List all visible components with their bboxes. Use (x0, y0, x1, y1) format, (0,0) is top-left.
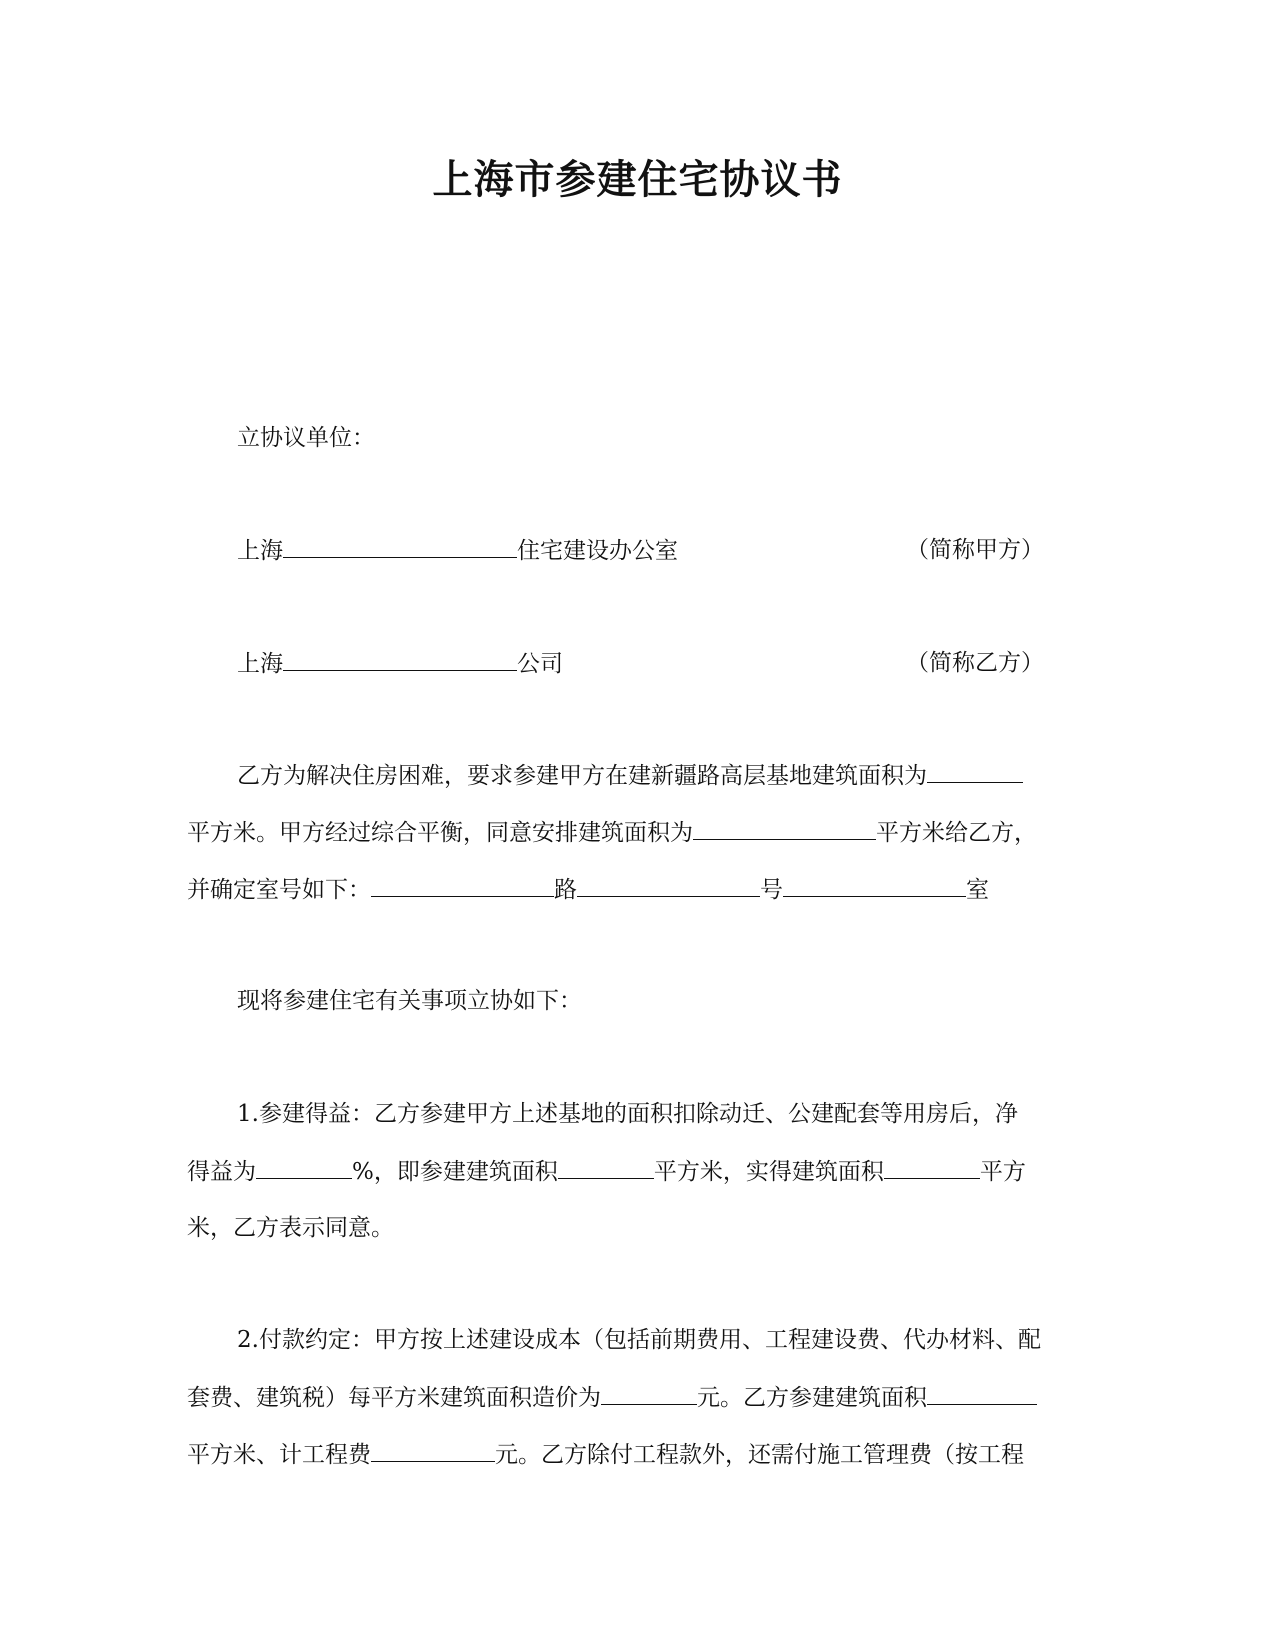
intro-text-3d: 室 (966, 877, 989, 903)
engineering-fee-blank[interactable] (371, 1439, 495, 1462)
clause1-text-2d: 平方 (979, 1159, 1026, 1185)
clause2-text-3a: 平方米、计工程费 (187, 1442, 371, 1468)
party-b-prefix: 上海 (237, 651, 283, 677)
intro-text-1: 乙方为解决住房困难，要求参建甲方在建新疆路高层基地建筑面积为 (237, 763, 927, 789)
clause1-text-2c: 平方米，实得建筑面积 (653, 1159, 884, 1185)
clause1-line-3: 米，乙方表示同意。 (187, 1215, 394, 1241)
clause1-text-2a: 得益为 (187, 1159, 256, 1185)
allocated-area-blank[interactable] (693, 817, 876, 840)
intro-text-3c: 号 (760, 877, 783, 903)
party-a-name-blank[interactable] (283, 535, 517, 558)
intro-text-2b: 平方米给乙方， (876, 820, 1037, 846)
total-area-blank[interactable] (927, 760, 1023, 783)
intro-line-1 (237, 760, 1023, 791)
clause2-line-2 (187, 1382, 1037, 1413)
net-benefit-percent-blank[interactable] (256, 1156, 352, 1179)
clause2-area-blank[interactable] (927, 1382, 1037, 1405)
intro-text-3a: 并确定室号如下： (187, 877, 371, 903)
document-title: 上海市参建住宅协议书 (432, 157, 843, 203)
party-b-alias: （简称乙方） (906, 650, 1044, 676)
party-a-suffix: 住宅建设办公室 (517, 538, 678, 564)
clause1-line-1: 1.参建得益：乙方参建甲方上述基地的面积扣除动迁、公建配套等用房后，净 (237, 1101, 1018, 1127)
party-a-line (237, 535, 678, 566)
clause1-text-2b: %，即参建建筑面积 (352, 1159, 558, 1185)
intro-line-2 (187, 817, 1037, 848)
participating-area-blank[interactable] (558, 1156, 654, 1179)
lead-text: 现将参建住宅有关事项立协如下： (237, 988, 582, 1014)
intro-text-3b: 路 (554, 877, 577, 903)
clause2-text-2b: 元。乙方参建建筑面积 (697, 1385, 927, 1411)
room-blank[interactable] (783, 874, 966, 897)
party-a-alias: （简称甲方） (906, 537, 1044, 563)
party-b-line (237, 648, 563, 679)
actual-area-blank[interactable] (884, 1156, 980, 1179)
clause2-text-3b: 元。乙方除付工程款外，还需付施工管理费（按工程 (495, 1442, 1024, 1468)
clause2-line-3 (187, 1439, 1024, 1470)
party-b-suffix: 公司 (517, 651, 563, 677)
intro-text-2a: 平方米。甲方经过综合平衡，同意安排建筑面积为 (187, 820, 693, 846)
clause1-line-2 (187, 1156, 1026, 1187)
party-b-name-blank[interactable] (283, 648, 517, 671)
party-a-prefix: 上海 (237, 538, 283, 564)
parties-heading: 立协议单位： (237, 425, 375, 451)
unit-cost-blank[interactable] (601, 1382, 697, 1405)
intro-line-3 (187, 874, 989, 905)
road-blank[interactable] (371, 874, 554, 897)
clause2-line-1: 2.付款约定：甲方按上述建设成本（包括前期费用、工程建设费、代办材料、配 (237, 1327, 1041, 1353)
clause2-text-2a: 套费、建筑税）每平方米建筑面积造价为 (187, 1385, 601, 1411)
number-blank[interactable] (577, 874, 760, 897)
